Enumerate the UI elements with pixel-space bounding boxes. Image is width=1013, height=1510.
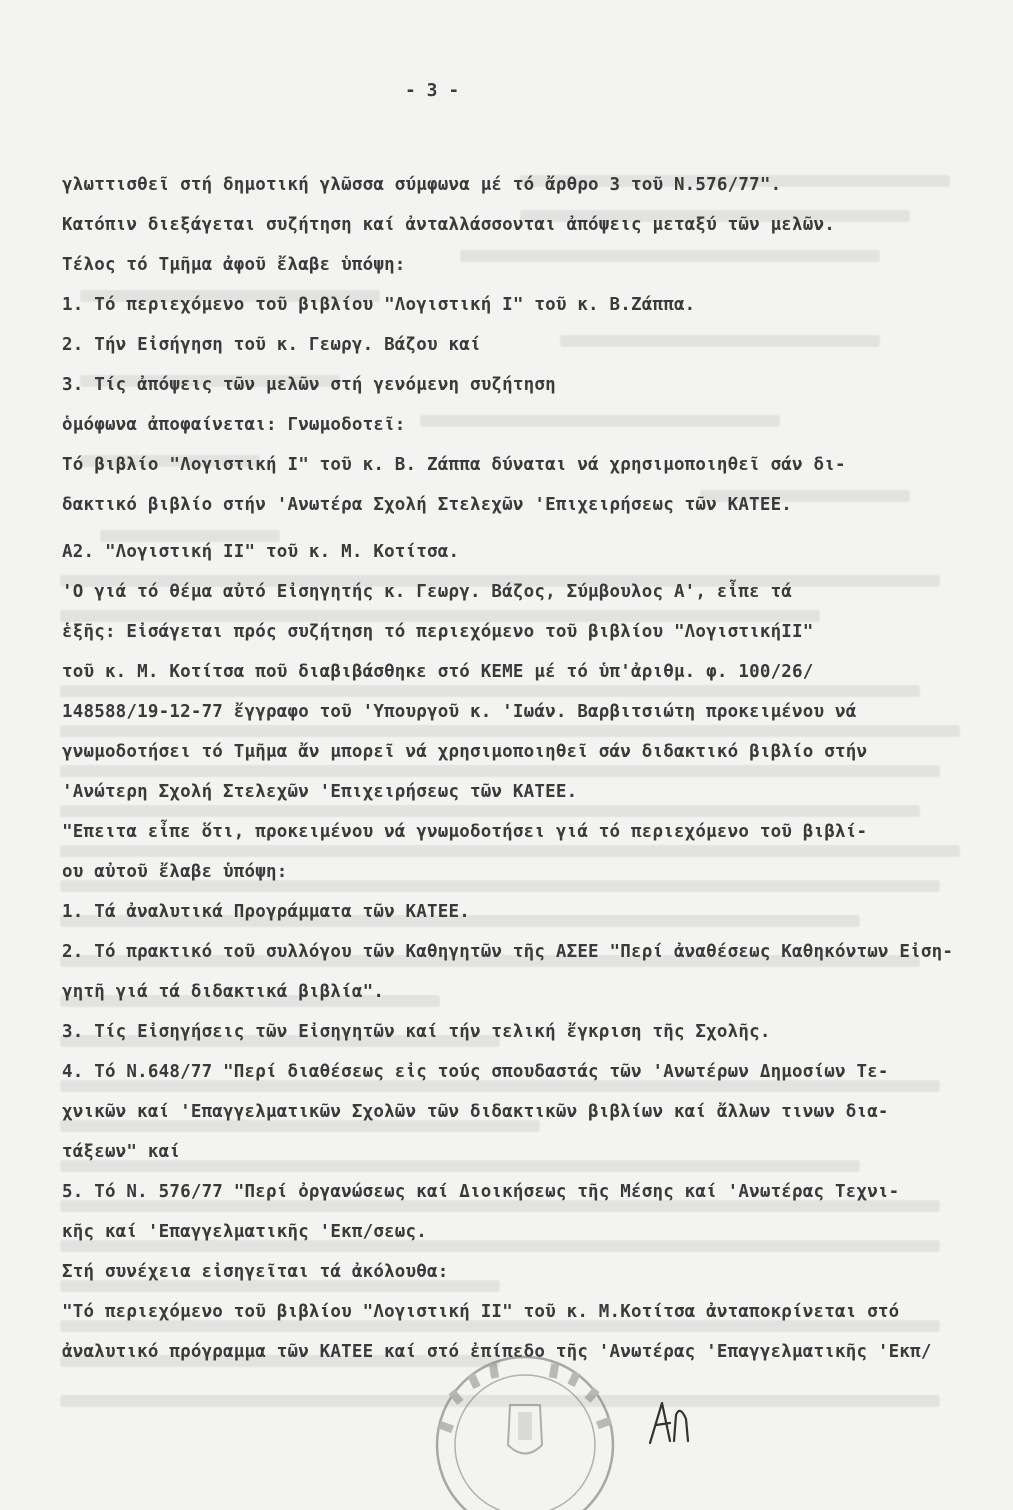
list-item: 2. Τό πρακτικό τοῦ συλλόγου τῶν Καθηγητῶν τῆς ΑΣΕΕ "Περί ἀναθέσεως Καθηκόντων Εἰση- — [62, 942, 954, 962]
section-heading: Α2. "Λογιστική ΙΙ" τοῦ κ. Μ. Κοτίτσα. — [62, 542, 460, 562]
text-line: ἑξῆς: Εἰσάγεται πρός συζήτηση τό περιεχόμενο τοῦ βιβλίου "ΛογιστικήΙΙ" — [62, 622, 814, 642]
text-line: γνωμοδοτήσει τό Τμῆμα ἄν μπορεῖ νά χρησιμοποιηθεῖ σάν διδακτικό βιβλίο στήν — [62, 742, 868, 762]
text-line: ἀναλυτικό πρόγραμμα τῶν ΚΑΤΕΕ καί στό ἐπίπεδο τῆς 'Ανωτέρας 'Επαγγελματικῆς 'Εκπ/ — [62, 1342, 932, 1362]
list-item: τάξεων" καί — [62, 1142, 181, 1162]
list-item: γητῆ γιά τά διδακτικά βιβλία". — [62, 982, 385, 1002]
official-stamp — [430, 1350, 620, 1510]
text-line: 'Ανώτερη Σχολή Στελεχῶν 'Επιχειρήσεως τῶν ΚΑΤΕΕ. — [62, 782, 578, 802]
list-item: 3. Τίς Εἰσηγήσεις τῶν Εἰσηγητῶν καί τήν τελική ἔγκριση τῆς Σχολῆς. — [62, 1022, 771, 1042]
list-item: χνικῶν καί 'Επαγγελματικῶν Σχολῶν τῶν διδακτικῶν βιβλίων καί ἄλλων τινων δια- — [62, 1102, 889, 1122]
list-item: κῆς καί 'Επαγγελματικῆς 'Εκπ/σεως. — [62, 1222, 428, 1242]
text-line: Τό βιβλίο "Λογιστική Ι" τοῦ κ. Β. Ζάππα δύναται νά χρησιμοποιηθεῖ σάν δι- — [62, 455, 846, 475]
text-line: τοῦ κ. Μ. Κοτίτσα ποῦ διαβιβάσθηκε στό ΚΕΜΕ μέ τό ὑπ'ἀριθμ. φ. 100/26/ — [62, 662, 814, 682]
signature-mark — [640, 1395, 700, 1455]
text-line: 'Ο γιά τό θέμα αὐτό Εἰσηγητής κ. Γεωργ. Βάζος, Σύμβουλος Α', εἶπε τά — [62, 582, 793, 602]
text-line: 148588/19-12-77 ἔγγραφο τοῦ 'Υπουργοῦ κ. 'Ιωάν. Βαρβιτσιώτη προκειμένου νά — [62, 702, 857, 722]
list-item: 1. Τό περιεχόμενο τοῦ βιβλίου "Λογιστική Ι" τοῦ κ. Β.Ζάππα. — [62, 295, 696, 315]
list-item: 3. Τίς ἀπόψεις τῶν μελῶν στή γενόμενη συζήτηση — [62, 375, 556, 395]
text-line: ὁμόφωνα ἀποφαίνεται: Γνωμοδοτεῖ: — [62, 415, 406, 435]
text-line: γλωττισθεῖ στή δημοτική γλῶσσα σύμφωνα μέ τό ἄρθρο 3 τοῦ Ν.576/77". — [62, 175, 782, 195]
text-line: "Τό περιεχόμενο τοῦ βιβλίου "Λογιστική ΙΙ" τοῦ κ. Μ.Κοτίτσα ἀνταποκρίνεται στό — [62, 1302, 900, 1322]
list-item: 1. Τά ἀναλυτικά Προγράμματα τῶν ΚΑΤΕΕ. — [62, 902, 470, 922]
list-item: 5. Τό Ν. 576/77 "Περί ὀργανώσεως καί Διοικήσεως τῆς Μέσης καί 'Ανωτέρας Τεχνι- — [62, 1182, 900, 1202]
text-line: Στή συνέχεια εἰσηγεῖται τά ἀκόλουθα: — [62, 1262, 449, 1282]
text-line: Κατόπιν διεξάγεται συζήτηση καί ἀνταλλάσσονται ἀπόψεις μεταξύ τῶν μελῶν. — [62, 215, 835, 235]
text-line: Τέλος τό Τμῆμα ἀφοῦ ἔλαβε ὑπόψη: — [62, 255, 406, 275]
text-line: ου αὐτοῦ ἔλαβε ὑπόψη: — [62, 862, 288, 882]
page-number: - 3 - — [405, 80, 460, 101]
list-item: 4. Τό Ν.648/77 "Περί διαθέσεως εἰς τούς σπουδαστάς τῶν 'Ανωτέρων Δημοσίων Τε- — [62, 1062, 889, 1082]
text-line: "Επειτα εἶπε ὅτι, προκειμένου νά γνωμοδοτήσει γιά τό περιεχόμενο τοῦ βιβλί- — [62, 822, 868, 842]
text-line: δακτικό βιβλίο στήν 'Ανωτέρα Σχολή Στελεχῶν 'Επιχειρήσεως τῶν ΚΑΤΕΕ. — [62, 495, 793, 515]
list-item: 2. Τήν Εἰσήγηση τοῦ κ. Γεωργ. Βάζου καί — [62, 335, 481, 355]
